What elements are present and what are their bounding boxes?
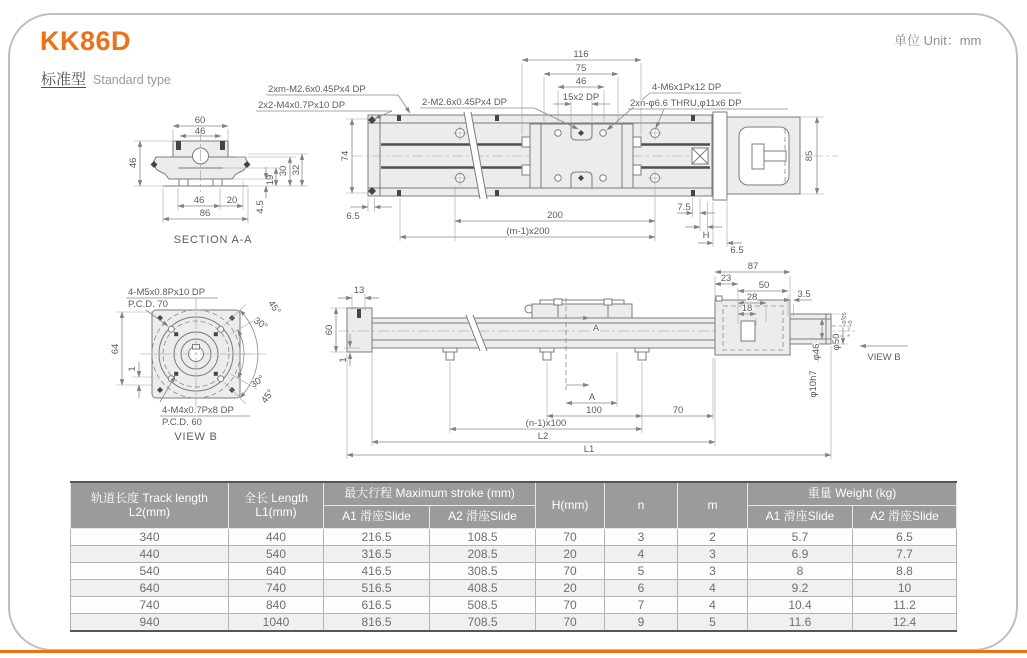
table-cell: 7.7 [853, 546, 957, 563]
table-cell: 516.5 [324, 580, 430, 597]
dim-phi10h7: φ10h7 [808, 370, 819, 398]
spec-table-header [71, 482, 957, 529]
table-row [71, 563, 957, 580]
dim-1: 1 [127, 366, 138, 372]
view-b-caption: VIEW B [174, 431, 218, 443]
dim-19: 19 [265, 174, 276, 186]
dim-116: 116 [573, 49, 589, 60]
rail-bolts [443, 348, 649, 360]
angle-30-bottom: 30° [248, 373, 267, 391]
label-2xn-holes: 2xn-φ6.6 THRU,φ11x6 DP [630, 98, 742, 109]
dim-70: 70 [672, 405, 684, 416]
table-cell: 10.4 [748, 597, 853, 614]
table-cell: 108.5 [430, 529, 536, 546]
motor-side [715, 296, 849, 355]
subtitle-zh: 标准型 [41, 71, 87, 88]
table-cell: 12.4 [853, 614, 957, 632]
dim-74: 74 [340, 150, 351, 162]
table-cell: 316.5 [324, 546, 430, 563]
bottom-accent-bar [0, 650, 1027, 653]
table-cell: 70 [536, 614, 605, 632]
dim-18: 18 [741, 303, 753, 314]
dim-28: 28 [746, 292, 758, 303]
col-m: m [678, 482, 748, 529]
table-cell: 20 [536, 580, 605, 597]
table-cell: 7 [605, 597, 678, 614]
table-cell: 840 [229, 597, 324, 614]
table-cell: 3 [605, 529, 678, 546]
label-4-m6: 4-M6x1Px12 DP [652, 82, 722, 93]
dim-23: 23 [720, 273, 732, 284]
table-cell: 6.5 [853, 529, 957, 546]
col-stroke-a2: A2 滑座Slide [430, 506, 536, 529]
col-stroke-a1: A1 滑座Slide [324, 506, 430, 529]
table-cell: 20 [536, 546, 605, 563]
table-cell: 70 [536, 597, 605, 614]
angle-45-top: 45° [265, 298, 283, 317]
table-cell: 508.5 [430, 597, 536, 614]
dim-30: 30 [278, 165, 289, 177]
table-cell: 940 [71, 614, 229, 632]
col-n: n [605, 482, 678, 529]
view-b-dims [110, 312, 152, 398]
dim-87: 87 [747, 261, 759, 272]
label-2xm-screws: 2xm-M2.6x0.45Px4 DP [268, 84, 366, 95]
side-dims-bottom [347, 343, 831, 459]
dim-75: 75 [575, 63, 587, 74]
dim-50: 50 [758, 280, 770, 291]
table-cell: 6 [605, 580, 678, 597]
motor-housing [727, 117, 800, 194]
col-length-line1: 全长 Length [243, 490, 309, 505]
dim-60: 60 [194, 115, 206, 126]
label-4-m4: 4-M4x0.7Px8 DP [162, 405, 234, 416]
dim-L1: L1 [583, 444, 595, 455]
col-track-length [71, 482, 229, 529]
dim-1-side: 1 [338, 357, 349, 363]
label-2x2-screws: 2x2-M4x0.7Px10 DP [258, 100, 346, 111]
dim-32: 32 [291, 164, 302, 176]
dim-H: H [702, 230, 710, 241]
view-b-direction-label: VIEW B [867, 352, 901, 363]
table-cell: 708.5 [430, 614, 536, 632]
table-cell: 5.7 [748, 529, 853, 546]
dim-85: 85 [804, 150, 815, 162]
table-cell: 740 [229, 580, 324, 597]
table-row [71, 597, 957, 614]
dim-4-5: 4.5 [255, 200, 266, 214]
label-pcd70: P.C.D. 70 [128, 299, 168, 310]
dim-46: 46 [575, 76, 587, 87]
dim-46-top: 46 [194, 126, 206, 137]
table-cell: 1040 [229, 614, 324, 632]
dim-n1x100: (n-1)x100 [525, 418, 567, 429]
angle-45-bottom: 45° [259, 387, 277, 406]
table-cell: 216.5 [324, 529, 430, 546]
table-cell: 816.5 [324, 614, 430, 632]
table-cell: 3 [678, 563, 748, 580]
section-letter-A: A [592, 323, 600, 334]
unit-label: 单位 Unit：mm [894, 33, 982, 48]
table-cell: 616.5 [324, 597, 430, 614]
table-row [71, 580, 957, 597]
dim-3-5: 3.5 [797, 289, 811, 300]
dim-86: 86 [199, 208, 211, 219]
table-cell: 740 [71, 597, 229, 614]
dim-L2: L2 [537, 431, 549, 442]
dim-phi46: φ46 [811, 343, 822, 361]
table-cell: 9.2 [748, 580, 853, 597]
table-cell: 70 [536, 563, 605, 580]
table-row [71, 546, 957, 563]
view-b [110, 287, 283, 443]
label-2-m26: 2-M2.6x0.45Px4 DP [422, 97, 508, 108]
table-cell: 540 [229, 546, 324, 563]
col-track-line1: 轨道长度 Track length [91, 490, 208, 505]
table-cell: 3 [678, 546, 748, 563]
table-cell: 440 [229, 529, 324, 546]
dim-15x2: 15x2 DP [562, 92, 600, 103]
table-cell: 8 [748, 563, 853, 580]
table-cell: 416.5 [324, 563, 430, 580]
spec-table [70, 481, 957, 632]
col-weight-a2: A2 滑座Slide [853, 506, 957, 529]
carriage-side [525, 299, 632, 318]
col-max-stroke: 最大行程 Maximum stroke (mm) [324, 482, 536, 506]
table-cell: 5 [605, 563, 678, 580]
page-title: KK86D [40, 26, 132, 56]
dim-100: 100 [586, 405, 602, 416]
subtitle-en: Standard type [93, 73, 171, 87]
dim-m1x200: (m-1)x200 [506, 226, 550, 237]
dim-phi50: φ50 [831, 333, 842, 351]
side-view [324, 261, 908, 459]
end-plate [713, 112, 727, 200]
table-cell: 9 [605, 614, 678, 632]
dim-60-side: 60 [324, 324, 335, 336]
dim-phi50-tol-top: +0.05 [842, 312, 848, 327]
table-cell: 208.5 [430, 546, 536, 563]
table-cell: 340 [71, 529, 229, 546]
table-cell: 540 [71, 563, 229, 580]
dim-20: 20 [226, 195, 238, 206]
table-cell: 4 [605, 546, 678, 563]
dim-6-5-right: 6.5 [730, 245, 744, 256]
table-cell: 8.8 [853, 563, 957, 580]
col-length [229, 482, 324, 529]
dim-7-5: 7.5 [677, 202, 691, 213]
col-track-line2: L2(mm) [128, 504, 171, 519]
spec-table-body [71, 529, 957, 632]
table-cell: 2 [678, 529, 748, 546]
dim-64: 64 [110, 343, 121, 355]
dim-6-5-left: 6.5 [346, 211, 360, 222]
angle-30-top: 30° [251, 315, 270, 333]
table-cell: 640 [229, 563, 324, 580]
table-row [71, 614, 957, 632]
table-cell: 4 [678, 580, 748, 597]
col-h: H(mm) [536, 482, 605, 529]
dim-A: A [588, 392, 596, 403]
table-cell: 408.5 [430, 580, 536, 597]
table-row [71, 529, 957, 546]
label-pcd60: P.C.D. 60 [162, 417, 202, 428]
table-cell: 70 [536, 529, 605, 546]
table-cell: 440 [71, 546, 229, 563]
table-cell: 640 [71, 580, 229, 597]
plan-view [256, 49, 838, 256]
label-4-m5: 4-M5x0.8Px10 DP [128, 287, 206, 298]
dim-200: 200 [547, 210, 563, 221]
table-cell: 6.9 [748, 546, 853, 563]
carriage [522, 124, 641, 188]
table-cell: 11.2 [853, 597, 957, 614]
section-aa-view [128, 115, 308, 246]
col-weight: 重量 Weight (kg) [748, 482, 957, 506]
dim-13: 13 [353, 285, 365, 296]
col-weight-a1: A1 滑座Slide [748, 506, 853, 529]
dim-46-bottom: 46 [193, 195, 205, 206]
table-cell: 11.6 [748, 614, 853, 632]
table-cell: 5 [678, 614, 748, 632]
table-cell: 4 [678, 597, 748, 614]
section-aa-caption: SECTION A-A [173, 234, 253, 246]
dim-phi50-tol-bottom: +0 [848, 320, 854, 327]
col-length-line2: L1(mm) [255, 504, 297, 519]
table-cell: 10 [853, 580, 957, 597]
table-cell: 308.5 [430, 563, 536, 580]
dim-46-left: 46 [128, 157, 139, 169]
